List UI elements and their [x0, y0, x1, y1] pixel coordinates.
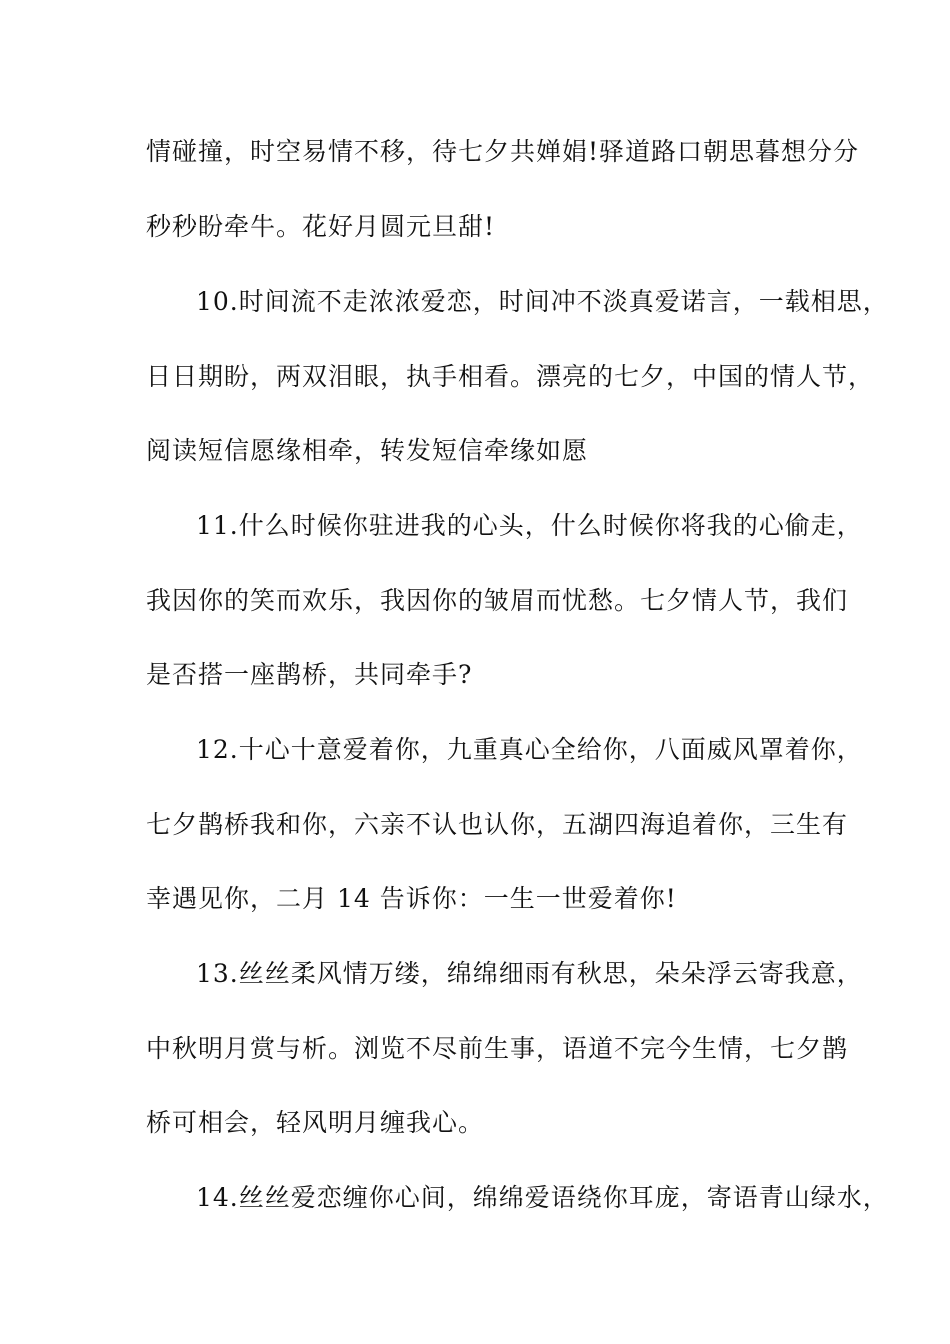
paragraph-13-start: 13.丝丝柔风情万缕，绵绵细雨有秋思，朵朵浮云寄我意， [196, 959, 863, 988]
text-line: 日日期盼，两双泪眼，执手相看。漂亮的七夕，中国的情人节， [146, 362, 875, 391]
paragraph-10-start: 10.时间流不走浓浓爱恋，时间冲不淡真爱诺言，一载相思， [196, 287, 889, 316]
text-line: 中秋明月赏与析。浏览不尽前生事，语道不完今生情，七夕鹊 [146, 1034, 849, 1063]
text-line: 秒秒盼牵牛。花好月圆元旦甜! [146, 212, 496, 241]
text-line: 情碰撞，时空易情不移，待七夕共婵娟!驿道路口朝思暮想分分 [146, 137, 860, 166]
paragraph-11-start: 11.什么时候你驻进我的心头，什么时候你将我的心偷走， [196, 511, 863, 540]
text-line: 是否搭一座鹊桥，共同牵手? [146, 660, 473, 689]
text-line: 阅读短信愿缘相牵，转发短信牵缘如愿 [146, 436, 589, 465]
text-line: 我因你的笑而欢乐，我因你的皱眉而忧愁。七夕情人节，我们 [146, 586, 849, 615]
paragraph-12-start: 12.十心十意爱着你，九重真心全给你，八面威风罩着你， [196, 735, 863, 764]
text-line: 七夕鹊桥我和你，六亲不认也认你，五湖四海追着你，三生有 [146, 810, 849, 839]
text-line: 桥可相会，轻风明月缠我心。 [146, 1108, 485, 1137]
paragraph-14-start: 14.丝丝爱恋缠你心间，绵绵爱语绕你耳庞，寄语青山绿水， [196, 1183, 889, 1212]
text-line: 幸遇见你，二月 14 告诉你：一生一世爱着你! [146, 884, 677, 913]
